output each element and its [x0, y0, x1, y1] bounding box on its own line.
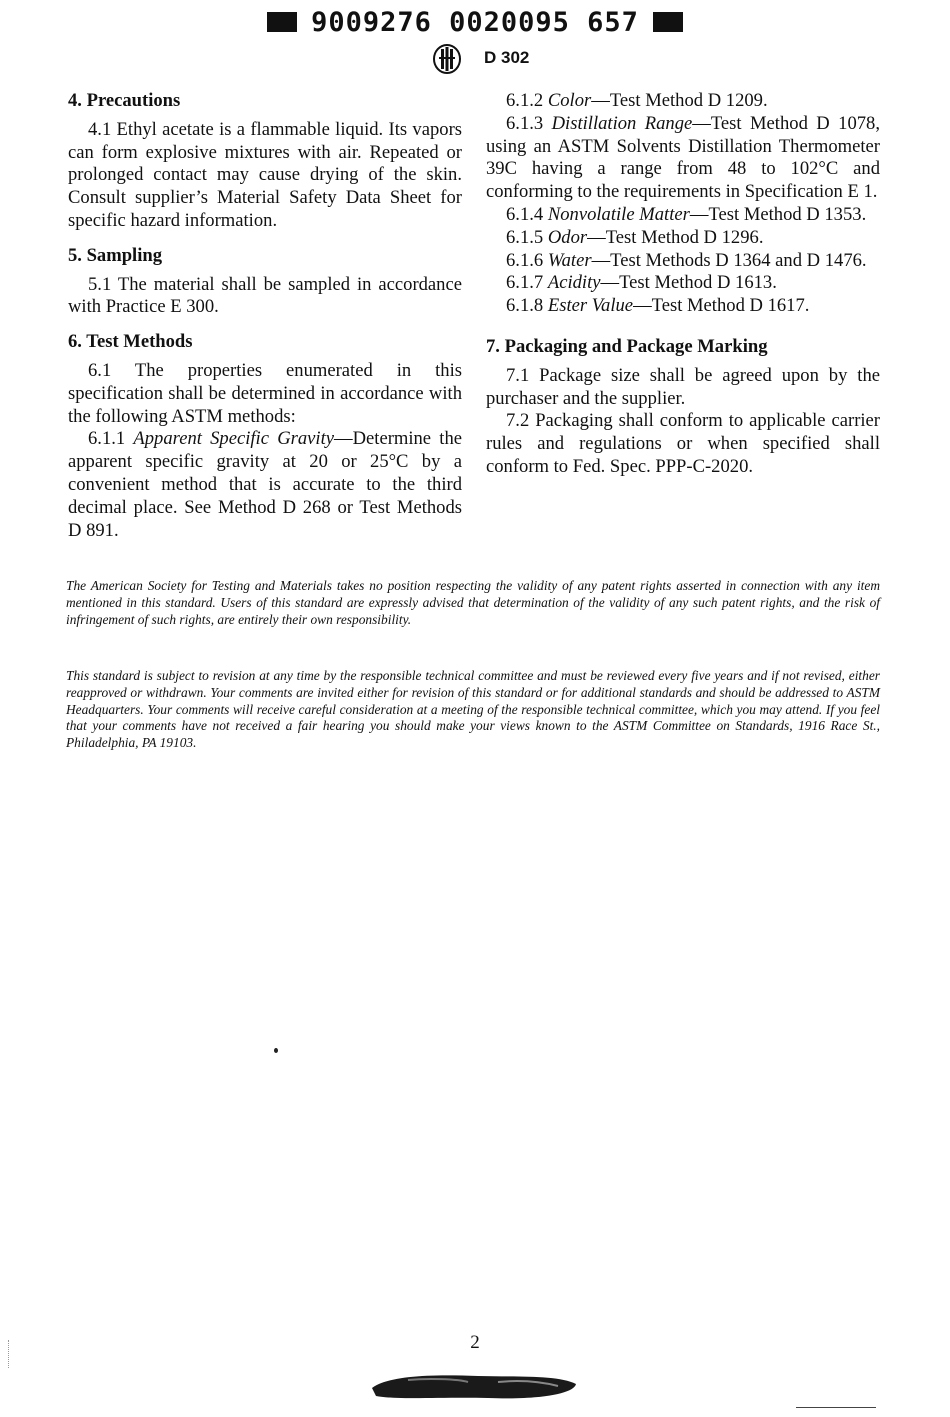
- scan-smudge: [368, 1370, 580, 1402]
- paragraph-7-1: 7.1 Package size shall be agreed upon by the purchaser and the supplier.: [486, 364, 880, 409]
- clause-text: —Test Method D 1617.: [633, 295, 810, 317]
- clause-term: Distillation Range: [551, 112, 693, 134]
- clause-number: 6.1.8: [506, 295, 544, 317]
- section-heading-sampling: 5. Sampling: [68, 244, 163, 266]
- paragraph-6-1-4: [486, 204, 880, 227]
- clause-number: 6.1.4: [506, 203, 544, 225]
- standard-designation: D 302: [484, 48, 530, 67]
- paragraph-6-1-3: [486, 113, 880, 204]
- paragraph-6-1-8: [486, 295, 880, 318]
- clause-number: 6.1.3: [506, 112, 544, 134]
- revision-notice: This standard is subject to revision at any time by the responsible technical committee and must be reviewed every five years and if not revised, either reapproved or withdrawn. Your comments are invited either for revision of this standard or for additional standards and should be addressed to ASTM Headquarters. Your comments will receive careful consideration at a meeting of the responsible technical committee, which you may attend. If you feel that your comments have not received a fair hearing you should make your views known to the ASTM Committee on Standards, 1916 Race St., Philadelphia, PA 19103.: [66, 668, 880, 751]
- clause-term: Acidity: [547, 272, 601, 294]
- clause-text: —Test Method D 1353.: [689, 203, 867, 225]
- paragraph-6-1-1: [68, 428, 462, 542]
- barcode-text: 9009276 0020095 657: [311, 6, 639, 38]
- paragraph-4-1: 4.1 Ethyl acetate is a flammable liquid. Its vapors can form explosive mixtures with air. Repeated or prolonged contact may cause drying of the skin. Consult supplier’s Material Safety Data Sheet for specific hazard information.: [68, 118, 462, 231]
- clause-number: 6.1.1: [88, 428, 126, 450]
- clause-text: —Test Method D 1078, using an ASTM Solvents Distillation Thermometer 39C having a range from 48 to 102°C and conforming to the requirements in Specification E 1.: [486, 112, 880, 203]
- patent-notice: The American Society for Testing and Materials takes no position respecting the validity of any patent rights asserted in connection with any item mentioned in this standard. Users of this standard are expressly advised that determination of the validity of any such patent rights, and the risk of infringement of such rights, are entirely their own responsibility.: [66, 578, 880, 627]
- paragraph-6-1-5: [486, 227, 880, 250]
- clause-term: Ester Value: [547, 295, 634, 317]
- section-heading-test-methods: 6. Test Methods: [68, 331, 193, 353]
- right-column: [486, 90, 880, 479]
- clause-text: —Test Method D 1209.: [591, 90, 768, 111]
- header-block-right: [653, 12, 683, 32]
- clause-text: —Determine the apparent specific gravity at 20 or 25°C by a convenient method that is accurate to the third decimal place. See Method D 268 or Test Methods D 891.: [68, 428, 462, 541]
- clause-number: 6.1.6: [506, 249, 544, 271]
- left-column: [68, 90, 462, 542]
- paragraph-7-2: 7.2 Packaging shall conform to applicable carrier rules and regulations or when specified shall conform to Fed. Spec. PPP-C-2020.: [486, 410, 880, 477]
- paragraph-6-1-6: [486, 250, 880, 273]
- clause-number: 6.1.2: [506, 90, 544, 111]
- section-heading-precautions: 4. Precautions: [68, 90, 181, 111]
- clause-text: —Test Method D 1296.: [587, 226, 764, 248]
- page-number: 2: [470, 1332, 480, 1353]
- document-header-code: [0, 6, 950, 38]
- astm-logo-icon: [432, 44, 462, 74]
- clause-term: Odor: [547, 226, 588, 248]
- clause-text: —Test Method D 1613.: [600, 272, 777, 294]
- paragraph-6-1-7: [486, 272, 880, 295]
- clause-term: Apparent Specific Gravity: [133, 428, 334, 450]
- clause-number: 6.1.7: [506, 272, 544, 294]
- paragraph-6-1: 6.1 The properties enumerated in this specification shall be determined in accordance with the following ASTM methods:: [68, 359, 462, 427]
- clause-text: —Test Methods D 1364 and D 1476.: [591, 249, 867, 271]
- paragraph-6-1-2: [486, 90, 880, 113]
- clause-term: Nonvolatile Matter: [547, 203, 690, 225]
- clause-term: Color: [547, 90, 592, 111]
- corner-rule: [796, 1407, 876, 1408]
- paragraph-5-1: 5.1 The material shall be sampled in accordance with Practice E 300.: [68, 273, 462, 318]
- section-heading-packaging: 7. Packaging and Package Marking: [486, 335, 768, 357]
- clause-number: 6.1.5: [506, 226, 544, 248]
- stray-mark: [274, 1048, 278, 1053]
- header-block-left: [267, 12, 297, 32]
- clause-term: Water: [547, 249, 592, 271]
